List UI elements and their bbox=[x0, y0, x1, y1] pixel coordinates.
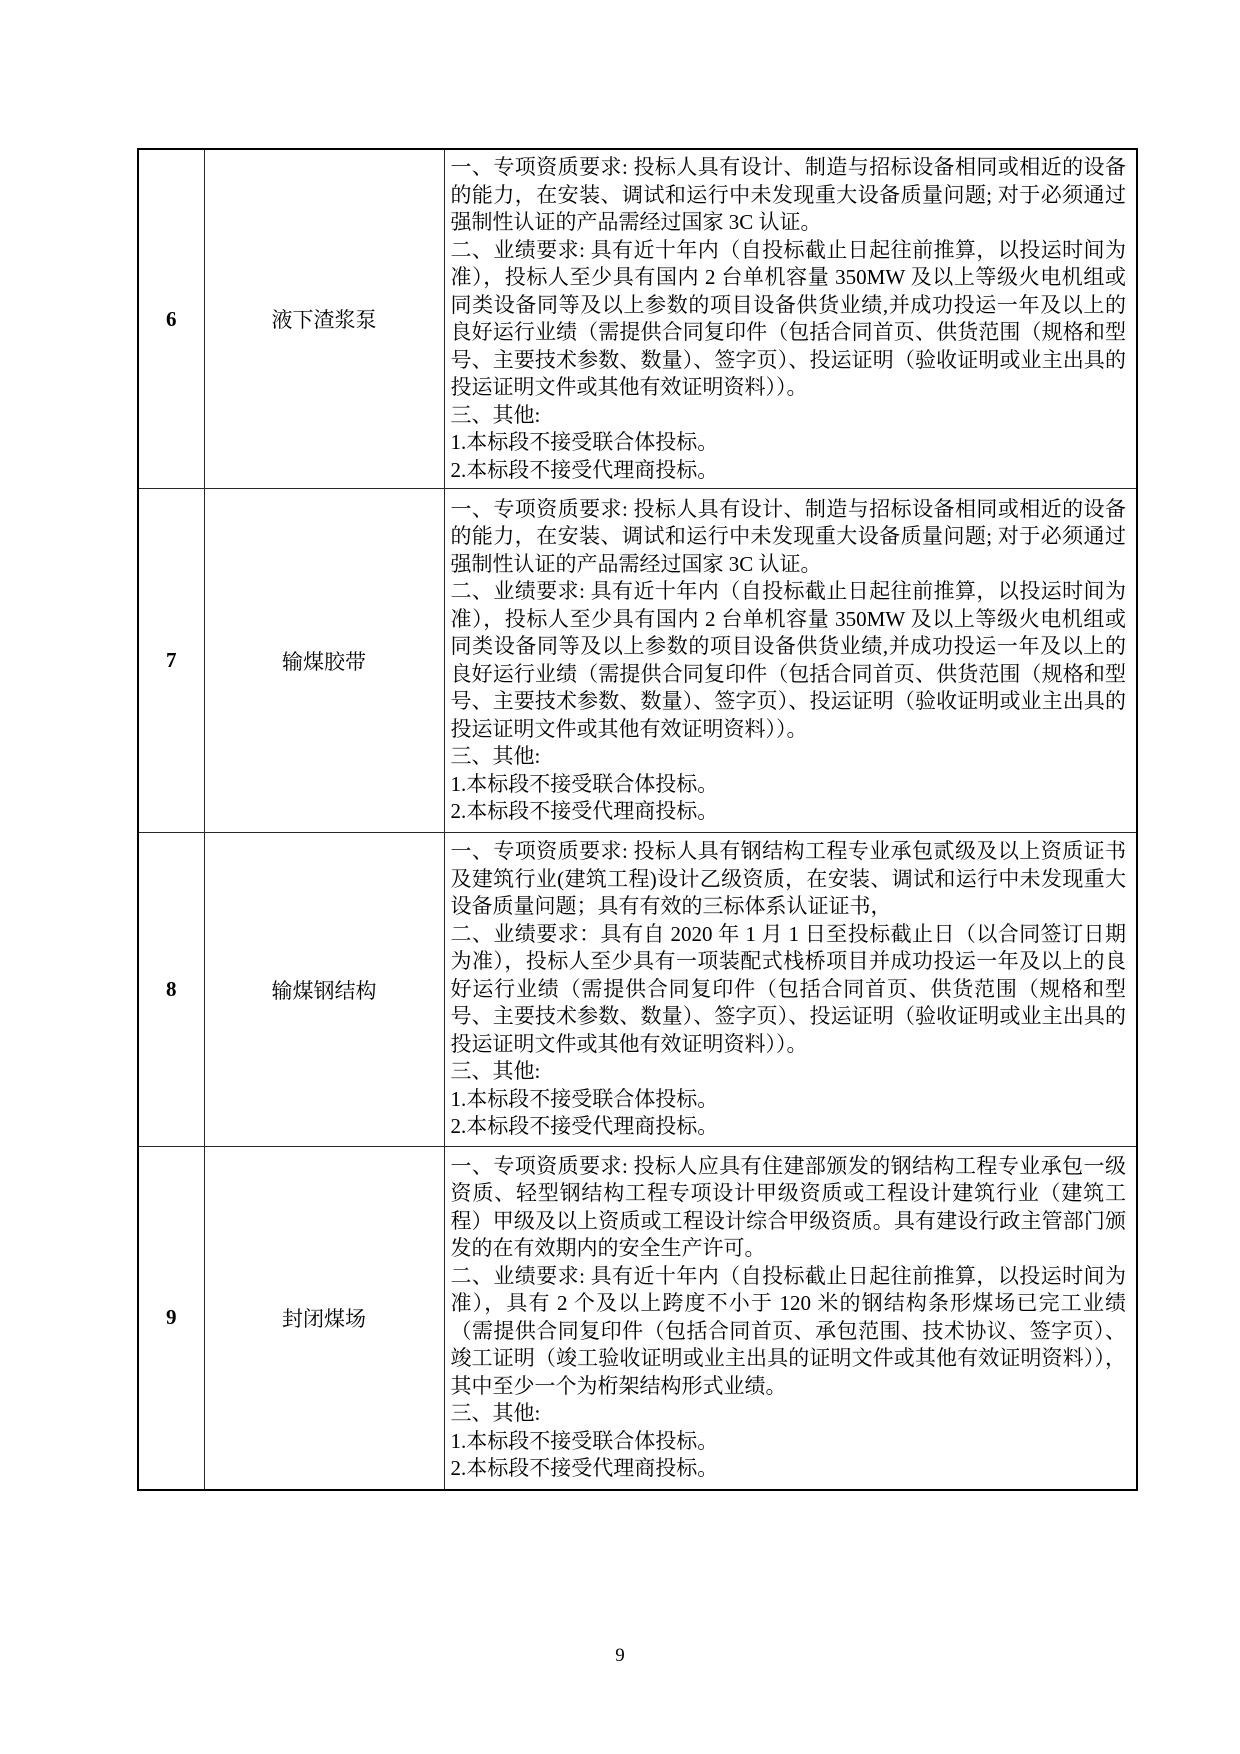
row-number-cell bbox=[138, 149, 204, 489]
table-row bbox=[138, 489, 1137, 833]
row-number: 8 bbox=[166, 977, 177, 1001]
package-name: 液下渣浆泵 bbox=[271, 308, 377, 332]
requirement-paragraph: 二、业绩要求: 具有近十年内（自投标截止日起往前推算，以投运时间为准），投标人至少具有国内 2 台单机容量 350MW 及以上等级火电机组或同类设备同等及以上参数的项目设备供货业绩,并成功投运一年及以上的良好运行业绩（需提供合同复印件（包括合同首页、供货范围（规格和型号、主要技术参数、数量）、签字页）、投运证明（验收证明或业主出具的投运证明文件或其他有效证明资料））。 bbox=[450, 579, 1126, 741]
requirement-paragraph: 1.本标段不接受联合体投标。 bbox=[450, 1086, 719, 1111]
package-name-cell bbox=[204, 149, 444, 489]
package-name: 输煤钢结构 bbox=[271, 978, 377, 1003]
requirement-paragraph: 1.本标段不接受联合体投标。 bbox=[450, 430, 719, 454]
package-name-cell bbox=[204, 833, 444, 1147]
requirement-paragraph: 三、其他: bbox=[450, 1401, 541, 1426]
requirement-paragraph: 2.本标段不接受代理商投标。 bbox=[450, 1114, 719, 1139]
requirements-cell bbox=[444, 489, 1137, 833]
requirement-paragraph: 三、其他: bbox=[450, 1059, 541, 1084]
requirement-paragraph: 1.本标段不接受联合体投标。 bbox=[450, 1428, 719, 1453]
row-number-cell bbox=[138, 833, 204, 1147]
requirements-cell bbox=[444, 833, 1137, 1147]
package-name: 输煤胶带 bbox=[282, 649, 366, 674]
requirement-paragraph: 2.本标段不接受代理商投标。 bbox=[450, 457, 719, 482]
requirement-paragraph: 一、专项资质要求: 投标人具有钢结构工程专业承包贰级及以上资质证书及建筑行业(建筑工程)设计乙级资质，在安装、调试和运行中未发现重大设备质量问题；具有有效的三标体系认证证书， bbox=[450, 839, 1126, 919]
requirements-table bbox=[137, 148, 1138, 1491]
requirements-cell bbox=[444, 1147, 1137, 1490]
requirement-paragraph: 一、专项资质要求: 投标人具有设计、制造与招标设备相同或相近的设备的能力，在安装、调试和运行中未发现重大设备质量问题; 对于必须通过强制性认证的产品需经过国家 3C 认证。 bbox=[450, 496, 1126, 576]
package-name-cell bbox=[204, 1147, 444, 1490]
table-row bbox=[138, 149, 1137, 489]
requirement-paragraph: 2.本标段不接受代理商投标。 bbox=[450, 1456, 719, 1481]
requirement-paragraph: 1.本标段不接受联合体投标。 bbox=[450, 771, 719, 796]
requirement-paragraph: 三、其他: bbox=[450, 402, 541, 427]
package-name: 封闭煤场 bbox=[282, 1306, 366, 1331]
row-number-cell bbox=[138, 489, 204, 833]
row-number: 7 bbox=[166, 648, 177, 672]
table-row bbox=[138, 833, 1137, 1147]
table-body bbox=[138, 149, 1137, 1490]
package-name-cell bbox=[204, 489, 444, 833]
page-number: 9 bbox=[615, 1645, 625, 1666]
requirement-paragraph: 一、专项资质要求: 投标人具有设计、制造与招标设备相同或相近的设备的能力，在安装、调试和运行中未发现重大设备质量问题; 对于必须通过强制性认证的产品需经过国家 3C 认证。 bbox=[450, 155, 1126, 234]
requirement-paragraph: 二、业绩要求: 具有近十年内（自投标截止日起往前推算，以投运时间为准），具有 2 个及以上跨度不小于 120 米的钢结构条形煤场已完工业绩（需提供合同复印件（包括合同首页、承包范围、技术协议、签字页）、竣工证明（竣工验收证明或业主出具的证明文件或其他有效证明资料）），其中至少一个为桁架结构形式业绩。 bbox=[450, 1263, 1126, 1398]
requirement-paragraph: 一、专项资质要求: 投标人应具有住建部颁发的钢结构工程专业承包一级资质、轻型钢结构工程专项设计甲级资质或工程设计建筑行业（建筑工程）甲级及以上资质或工程设计综合甲级资质。具有建设行政主管部门颁发的在有效期内的安全生产许可。 bbox=[450, 1153, 1126, 1261]
row-number: 9 bbox=[166, 1305, 177, 1330]
row-number: 6 bbox=[166, 306, 177, 331]
requirement-paragraph: 三、其他: bbox=[450, 744, 541, 768]
row-number-cell bbox=[138, 1147, 204, 1490]
requirement-paragraph: 2.本标段不接受代理商投标。 bbox=[450, 799, 719, 823]
requirement-paragraph: 二、业绩要求: 具有近十年内（自投标截止日起往前推算，以投运时间为准），投标人至少具有国内 2 台单机容量 350MW 及以上等级火电机组或同类设备同等及以上参数的项目设备供货业绩,并成功投运一年及以上的良好运行业绩（需提供合同复印件（包括合同首页、供货范围（规格和型号、主要技术参数、数量）、签字页）、投运证明（验收证明或业主出具的投运证明文件或其他有效证明资料））。 bbox=[450, 237, 1126, 399]
requirements-cell bbox=[444, 149, 1137, 489]
table-row bbox=[138, 1147, 1137, 1490]
requirement-paragraph: 二、业绩要求：具有自 2020 年 1 月 1 日至投标截止日（以合同签订日期为准），投标人至少具有一项装配式栈桥项目并成功投运一年及以上的良好运行业绩（需提供合同复印件（包括合同首页、供货范围（规格和型号、主要技术参数、数量）、签字页）、投运证明（验收证明或业主出具的投运证明文件或其他有效证明资料））。 bbox=[450, 921, 1126, 1056]
